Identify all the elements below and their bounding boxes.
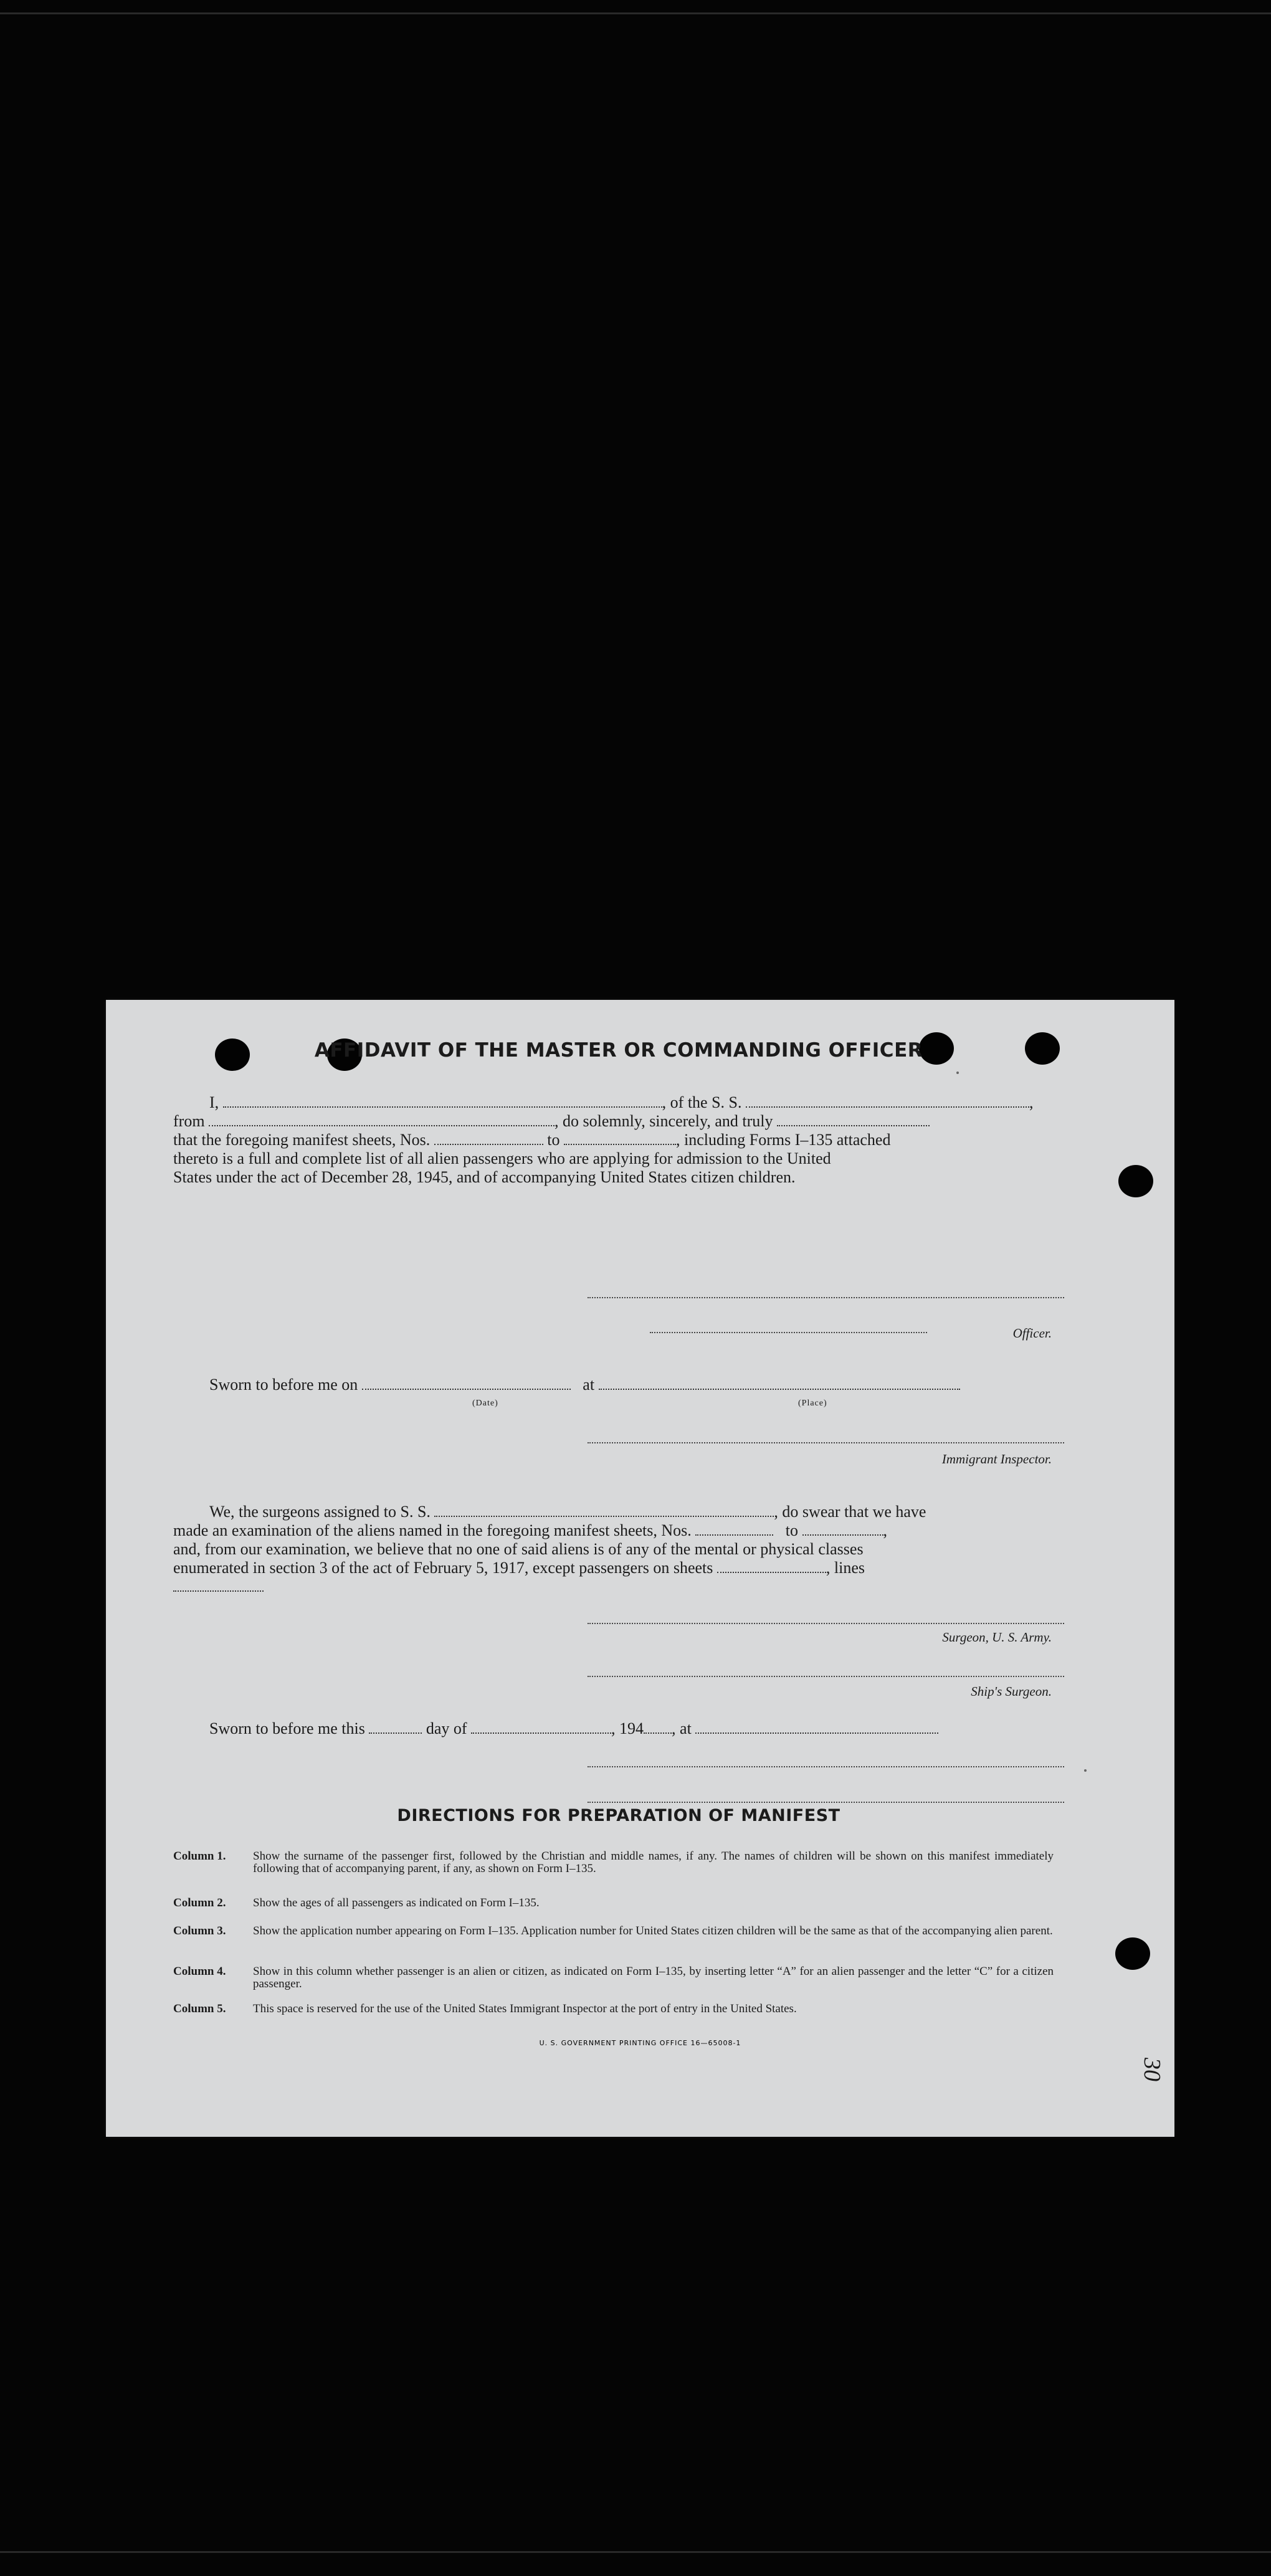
- ship-surgeon-signature-line[interactable]: [588, 1676, 1064, 1677]
- from-port-field[interactable]: [209, 1113, 555, 1126]
- sworn-month-field[interactable]: [471, 1720, 611, 1734]
- surgeons-line-1: [173, 1503, 1100, 1521]
- printing-office-footer: U. S. GOVERNMENT PRINTING OFFICE 16—65008-1: [539, 2039, 741, 2047]
- affidavit-sheets-text: that the foregoing manifest sheets, Nos.: [173, 1131, 431, 1149]
- officer-caption: Officer.: [1012, 1326, 1052, 1341]
- truly-field[interactable]: [777, 1113, 930, 1126]
- sworn-before-line: [173, 1376, 1100, 1394]
- form-title: AFFIDAVIT OF THE MASTER OR COMMANDING OFFICER: [314, 1039, 923, 1062]
- blank-line[interactable]: [588, 1802, 1064, 1803]
- exam-sheet-from-field[interactable]: [695, 1522, 773, 1536]
- date-label: (Date): [472, 1399, 498, 1408]
- sworn-at: at: [583, 1376, 595, 1394]
- affidavit-line-5: States under the act of December 28, 1945, and of accompanying United States citizen children.: [173, 1168, 796, 1186]
- direction-row: [173, 2003, 1064, 2028]
- surgeons-line-5: [173, 1577, 1064, 1596]
- affidavit-line-2: [173, 1112, 1064, 1131]
- sworn-day-field[interactable]: [369, 1720, 422, 1734]
- sworn-text: Sworn to before me on: [209, 1376, 358, 1394]
- surgeons-line-3: and, from our examination, we believe that no one of said aliens is of any of the mental or physical classes: [173, 1540, 864, 1558]
- affidavit-forms-text: , including Forms I–135 attached: [676, 1131, 891, 1149]
- sworn-date-field[interactable]: [362, 1376, 571, 1390]
- directions-title: DIRECTIONS FOR PREPARATION OF MANIFEST: [397, 1806, 840, 1825]
- sworn-year-text: , 194: [611, 1719, 644, 1737]
- direction-text: This space is reserved for the use of the United States Immigrant Inspector at the port of entry in the United States.: [253, 2002, 797, 2015]
- surgeons-line-4: [173, 1559, 1064, 1577]
- sheet-to-field[interactable]: [564, 1131, 676, 1145]
- direction-text: Show the ages of all passengers as indicated on Form I–135.: [253, 1896, 540, 1909]
- ship-name-field[interactable]: [746, 1094, 1029, 1108]
- surgeons-line-2: made an examination of the aliens named in the foregoing manifest sheets, Nos. to ,: [173, 1521, 887, 1539]
- except-sheets-field[interactable]: [717, 1559, 826, 1573]
- affidavit-ship-label: , of the S. S.: [662, 1093, 742, 1111]
- army-surgeon-signature-line[interactable]: [588, 1623, 1064, 1624]
- inspector-caption: Immigrant Inspector.: [941, 1452, 1052, 1466]
- affidavit-line-4: thereto is a full and complete list of all alien passengers who are applying for admission to the United: [173, 1149, 831, 1167]
- surgeons-text: We, the surgeons assigned to S. S.: [209, 1503, 431, 1521]
- exam-sheet-to-field[interactable]: [802, 1522, 883, 1536]
- surgeons-section-text: enumerated in section 3 of the act of February 5, 1917, except passengers on sheets: [173, 1559, 713, 1577]
- surgeons-swear-text: , do swear that we have: [774, 1503, 926, 1521]
- direction-column: Column 5.: [173, 2002, 226, 2015]
- direction-column: Column 2.: [173, 1896, 226, 1909]
- place-label: (Place): [798, 1399, 827, 1408]
- sheet-from-field[interactable]: [434, 1131, 543, 1145]
- ship-surgeon-caption: Ship's Surgeon.: [971, 1684, 1052, 1699]
- affidavit-to: to: [547, 1131, 560, 1149]
- sworn-place-field[interactable]: [599, 1376, 960, 1390]
- direction-row: [173, 1850, 1064, 1888]
- film-edge-bottom: [0, 2551, 1271, 2553]
- direction-row: [173, 1965, 1064, 1990]
- direction-column: Column 1.: [173, 1850, 226, 1863]
- affidavit-line-1: I, , of the S. S. ,: [209, 1093, 1034, 1111]
- affidavit-from: from: [173, 1112, 205, 1130]
- film-edge-top: [0, 12, 1271, 14]
- affidavit-line-3: [173, 1131, 1064, 1149]
- punch-hole: [1118, 1165, 1153, 1197]
- handwritten-margin-number: 30: [1139, 2058, 1165, 2081]
- officer-signature-line[interactable]: [650, 1332, 927, 1333]
- army-surgeon-caption: Surgeon, U. S. Army.: [942, 1630, 1052, 1645]
- affidavit-i: I,: [209, 1093, 219, 1111]
- surgeons-lines-text: , lines: [826, 1559, 865, 1577]
- speck: [956, 1072, 959, 1074]
- sworn-this-line: [173, 1719, 1100, 1738]
- punch-hole: [1115, 1937, 1150, 1970]
- direction-column: Column 4.: [173, 1965, 226, 1978]
- surgeons-exam-text: made an examination of the aliens named in the foregoing manifest sheets, Nos.: [173, 1521, 692, 1539]
- surgeon-ship-field[interactable]: [434, 1503, 774, 1517]
- inspector-signature-line[interactable]: [588, 1442, 1064, 1443]
- except-lines-field[interactable]: [173, 1578, 264, 1592]
- direction-text: Show the application number appearing on Form I–135. Application number for United States citizen children will be the same as that of the accompanying alien parent.: [253, 1924, 1053, 1937]
- blank-line[interactable]: [588, 1766, 1064, 1767]
- sworn-this-text: Sworn to before me this: [209, 1719, 365, 1737]
- sworn-day-of: day of: [426, 1719, 467, 1737]
- sworn-at-field[interactable]: [695, 1720, 938, 1734]
- signature-line: [588, 1297, 1064, 1298]
- surgeons-to: to: [785, 1521, 798, 1539]
- sworn-at-text: , at: [672, 1719, 692, 1737]
- direction-text: Show in this column whether passenger is an alien or citizen, as indicated on Form I–135, by inserting letter “A” for an alien passenger and the letter “C” for a citizen passenger.: [253, 1965, 1054, 1990]
- direction-row: [173, 1925, 1064, 1950]
- speck: [1084, 1769, 1087, 1772]
- direction-row: [173, 1897, 1064, 1909]
- direction-column: Column 3.: [173, 1924, 226, 1937]
- affidavit-swear-text: , do solemnly, sincerely, and truly: [555, 1112, 773, 1130]
- sworn-year-field[interactable]: [644, 1720, 672, 1734]
- direction-text: Show the surname of the passenger first, followed by the Christian and middle names, if any. The names of children will be shown on this manifest immediately following that of accompanying parent, if any, as shown on Form I–135.: [253, 1850, 1054, 1875]
- form-sheet: [106, 1000, 1174, 2137]
- master-name-field[interactable]: [223, 1094, 662, 1108]
